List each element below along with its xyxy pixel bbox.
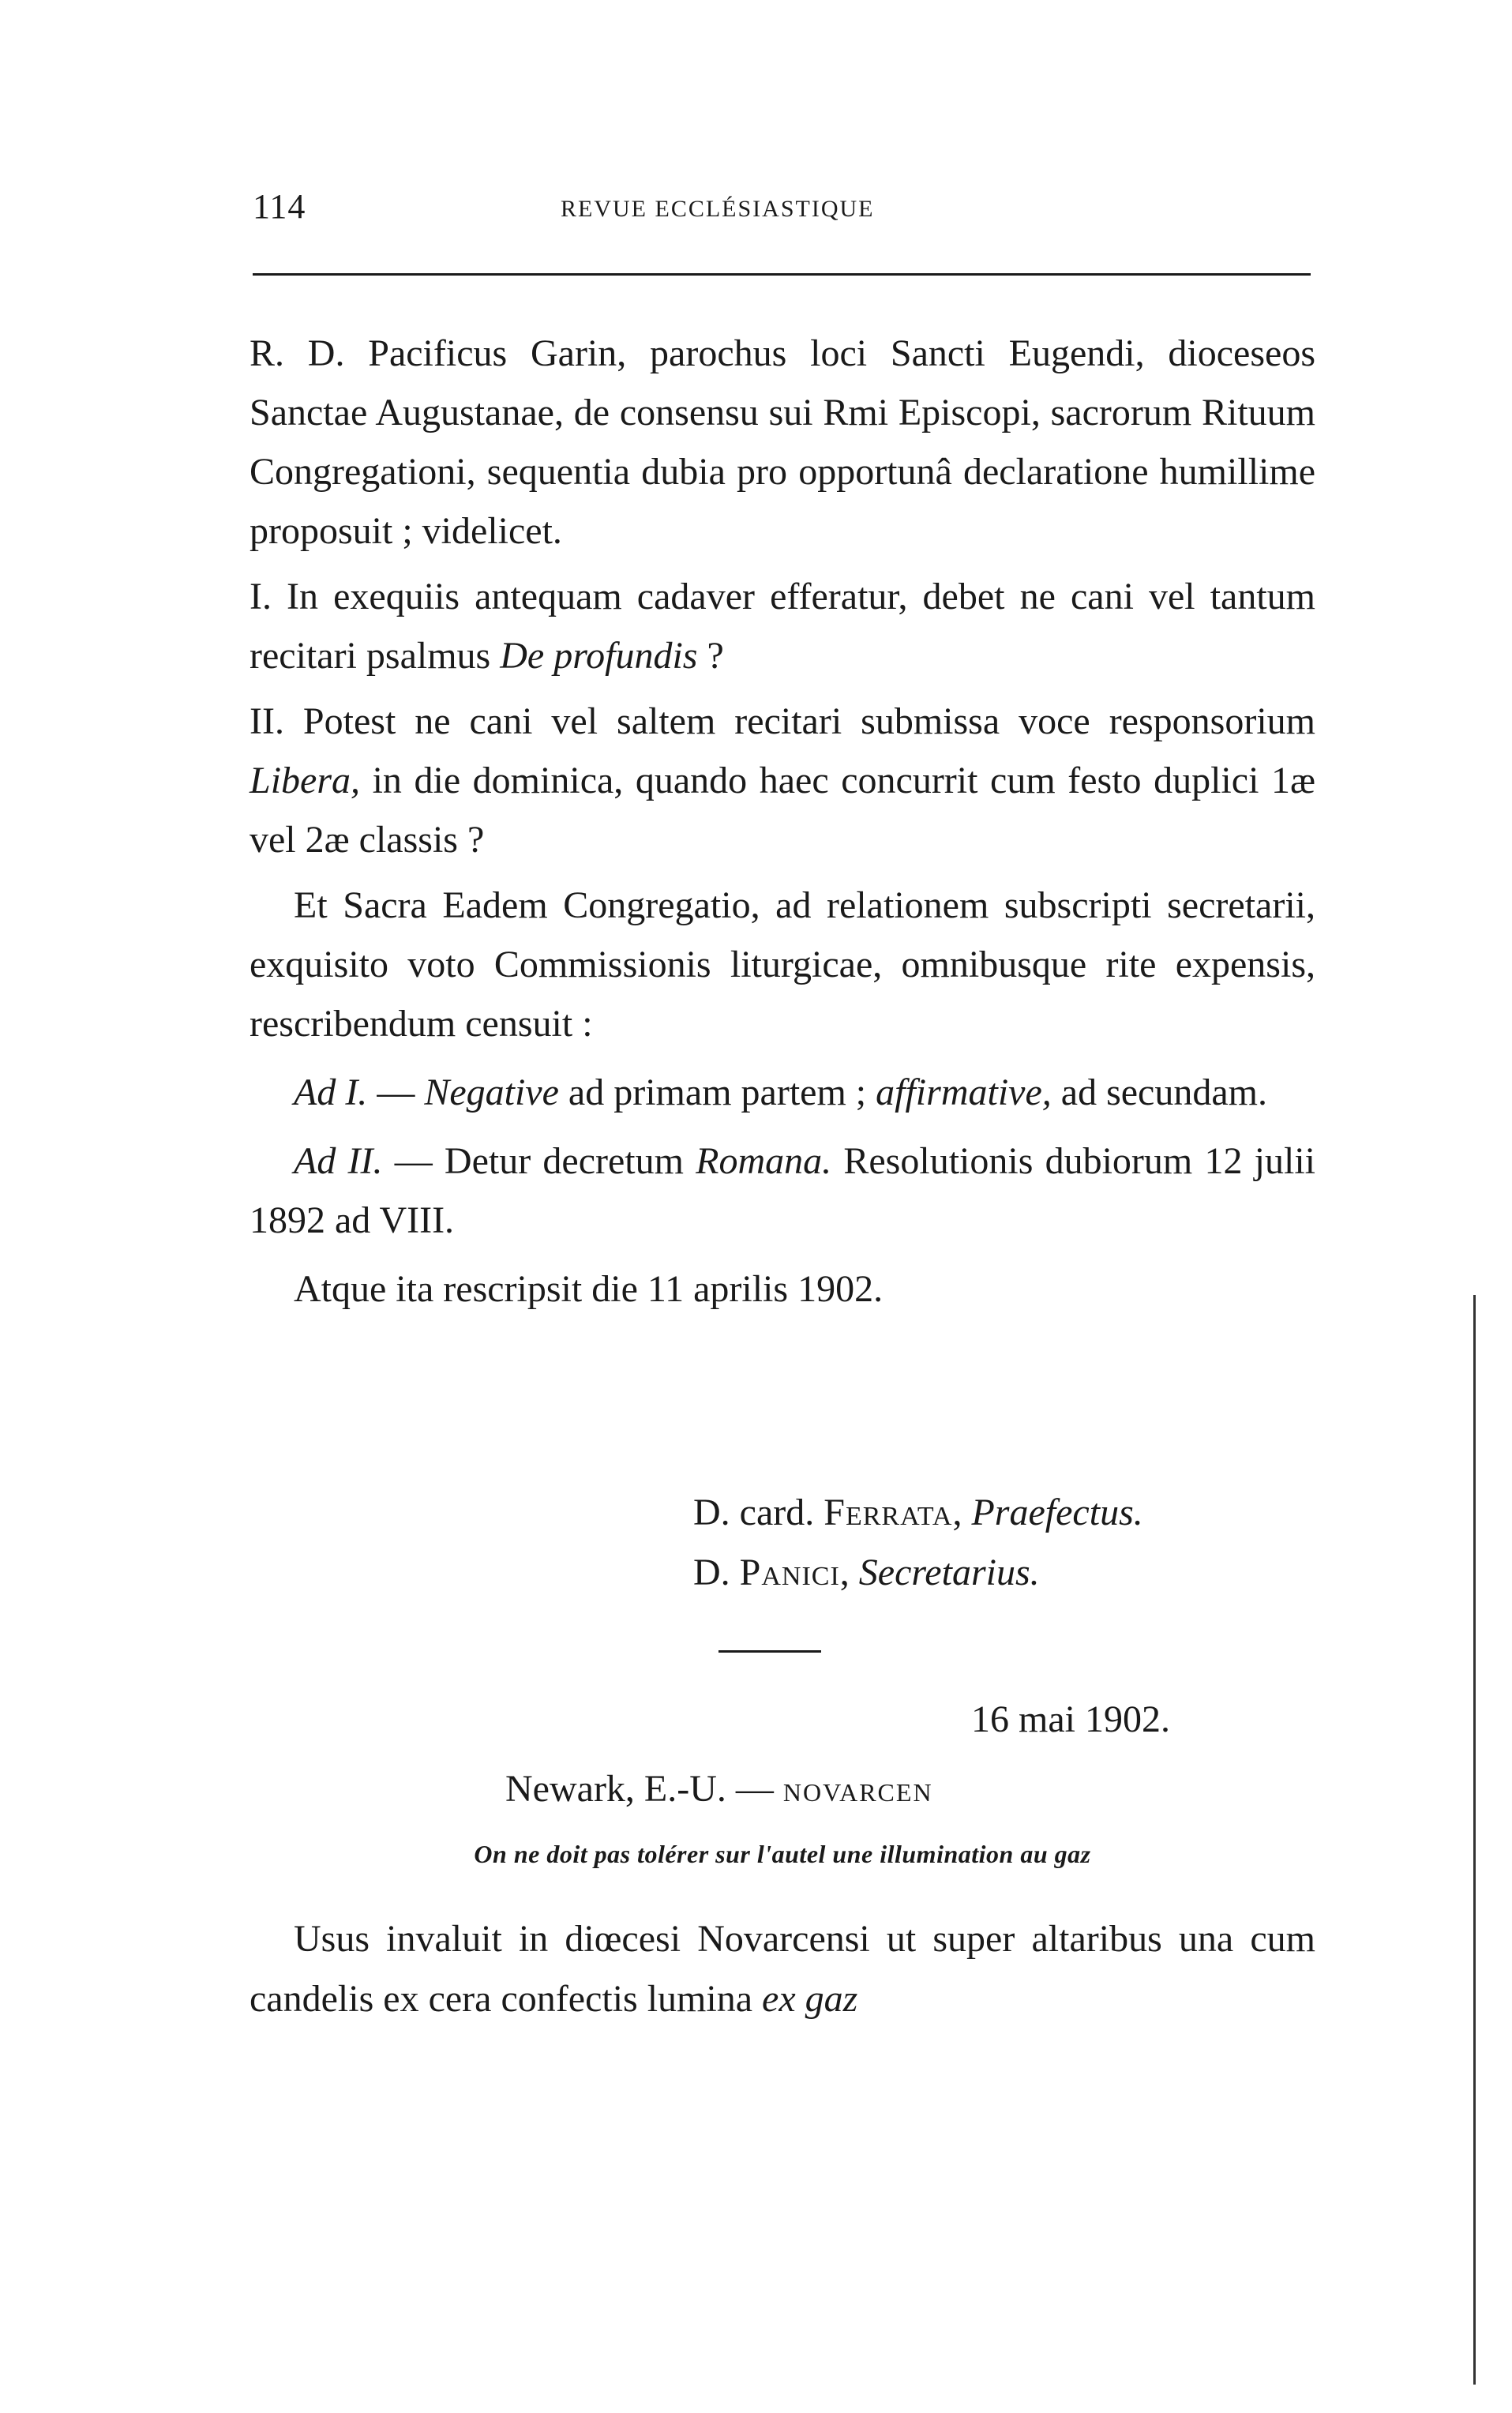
answer-1-dash: — — [367, 1071, 425, 1113]
dubium-1-text: I. In exequiis antequam cadaver efferatur, debet ne cani vel tantum recitari psalmus — [249, 576, 1315, 677]
dubium-1-end: ? — [697, 635, 724, 677]
sig-2-prefix: D. — [693, 1552, 740, 1593]
answer-1-label: Ad I. — [294, 1071, 368, 1113]
dubium-2-responsory: Libera, — [249, 760, 361, 801]
answer-2-end: Resolutionis dubiorum 12 julii 1892 ad VIII. — [249, 1140, 1315, 1241]
dubium-2-text: II. Potest ne cani vel saltem recitari submissa voce responsorium — [249, 700, 1315, 742]
sig-1-title: Praefectus. — [971, 1492, 1143, 1533]
sig-1-sep: , — [952, 1492, 972, 1533]
paragraph-answer-2 — [249, 1131, 1315, 1250]
sig-2-name: Panici — [739, 1552, 840, 1593]
signature-secretary — [693, 1543, 1325, 1602]
place-line — [505, 1759, 933, 1822]
sig-2-sep: , — [839, 1552, 859, 1593]
running-title: REVUE ECCLÉSIASTIQUE — [561, 196, 875, 222]
answer-1-negative: Negative — [424, 1071, 559, 1113]
final-italic: ex gaz — [762, 1978, 858, 2020]
page-number: 114 — [253, 187, 306, 226]
header-rule — [253, 273, 1311, 276]
sig-1-prefix: D. card. — [693, 1492, 824, 1533]
topic-title: On ne doit pas tolérer sur l'autel une illumination au gaz — [474, 1840, 1091, 1868]
answer-2-romana: Romana. — [696, 1140, 832, 1182]
date-line: 16 mai 1902. — [971, 1698, 1170, 1740]
paragraph-intro: R. D. Pacificus Garin, parochus loci Sancti Eugendi, dioceseos Sanctae Augustanae, de consensu sui Rmi Episcopi, sacrorum Rituum Congregationi, sequentia dubia pro opportunâ declaratione humillime proposuit ; videlicet. — [249, 332, 1315, 552]
answer-1-end: ad secundam. — [1051, 1071, 1267, 1113]
paragraph-final — [249, 1909, 1315, 2029]
answer-1-mid: ad primam partem ; — [558, 1071, 876, 1113]
paragraph-answer-1 — [249, 1063, 1315, 1122]
paragraph-response-intro: Et Sacra Eadem Congregatio, ad relationem subscripti secretarii, exquisito voto Commissionis liturgicae, omnibusque rite expensis, rescribendum censuit : — [249, 884, 1315, 1045]
sig-2-title: Secretarius. — [858, 1552, 1040, 1593]
dubium-2-end: in die dominica, quando haec concurrit cum festo duplici 1æ vel 2æ classis ? — [249, 760, 1315, 861]
dubium-1-psalm: De profundis — [500, 635, 698, 677]
paragraph-dubium-2 — [249, 692, 1315, 869]
paragraph-dubium-1 — [249, 567, 1315, 685]
final-text: Usus invaluit in diœcesi Novarcensi ut super altaribus una cum candelis ex cera confectis lumina — [249, 1918, 1315, 2020]
page-edge-line — [1473, 1295, 1476, 2385]
answer-2-label: Ad II. — [294, 1140, 383, 1182]
place-name: Newark, E.-U. — — [505, 1768, 783, 1810]
section-separator — [718, 1650, 821, 1653]
page-header — [253, 186, 1311, 234]
answer-2-text: — Detur decretum — [382, 1140, 696, 1182]
answer-1-affirmative: affirmative, — [876, 1071, 1052, 1113]
diocese-name: NOVARCEN — [782, 1778, 933, 1807]
signature-prefect — [693, 1483, 1325, 1542]
body-text — [249, 324, 1315, 1328]
sig-1-name: Ferrata — [824, 1492, 953, 1533]
paragraph-rescript: Atque ita rescripsit die 11 aprilis 1902. — [294, 1268, 884, 1310]
